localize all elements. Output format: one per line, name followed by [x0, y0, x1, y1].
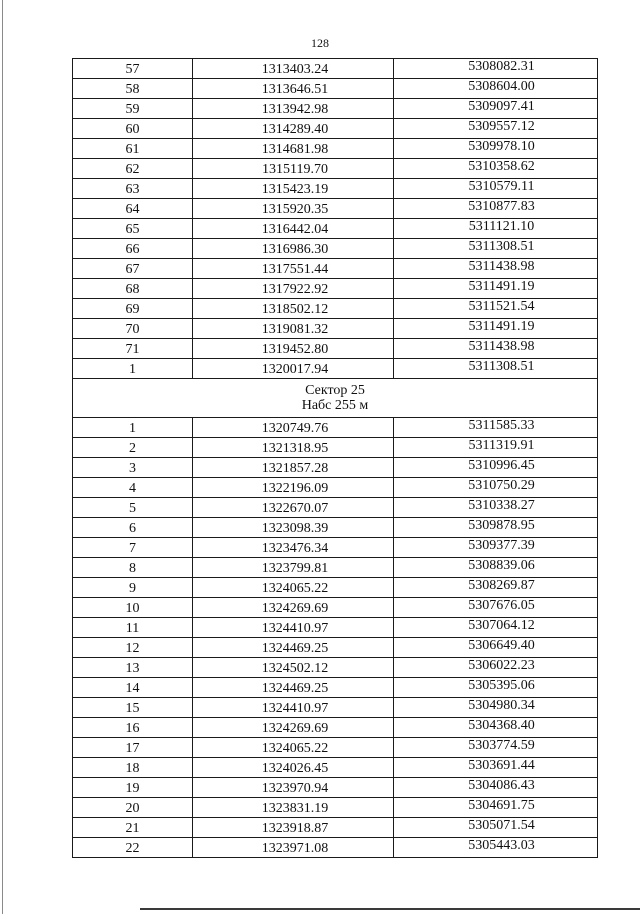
y-coordinate-cell	[394, 458, 598, 478]
y-coordinate-cell	[394, 538, 598, 558]
table-row	[73, 598, 598, 618]
table-row	[73, 199, 598, 219]
x-coordinate-cell	[193, 159, 394, 179]
point-number-cell	[73, 678, 193, 698]
y-coordinate-cell	[394, 319, 598, 339]
x-coordinate-cell	[193, 299, 394, 319]
point-number-cell	[73, 239, 193, 259]
y-coordinate-cell	[394, 299, 598, 319]
point-number-cell	[73, 718, 193, 738]
table-row	[73, 139, 598, 159]
y-coordinate-cell	[394, 718, 598, 738]
point-number-text: 21	[125, 821, 140, 836]
x-coordinate-text: 1314681.98	[261, 142, 329, 157]
table-row	[73, 359, 598, 379]
x-coordinate-cell	[193, 219, 394, 239]
x-coordinate-cell	[193, 558, 394, 578]
y-coordinate-text: 5310358.62	[468, 159, 535, 174]
y-coordinate-text: 5308839.06	[468, 558, 535, 573]
y-coordinate-text: 5308604.00	[468, 79, 535, 94]
x-coordinate-text: 1324269.69	[261, 601, 329, 616]
y-coordinate-text: 5309978.10	[468, 139, 535, 154]
y-coordinate-cell	[394, 518, 598, 538]
page-frame-left	[2, 0, 3, 914]
point-number-cell	[73, 618, 193, 638]
x-coordinate-cell	[193, 458, 394, 478]
x-coordinate-text: 1323918.87	[261, 821, 329, 836]
y-coordinate-cell	[394, 798, 598, 818]
x-coordinate-text: 1324469.25	[261, 681, 329, 696]
y-coordinate-cell	[394, 418, 598, 438]
table-row	[73, 718, 598, 738]
y-coordinate-cell	[394, 558, 598, 578]
y-coordinate-cell	[394, 578, 598, 598]
table-row	[73, 458, 598, 478]
point-number-text: 16	[125, 721, 140, 736]
point-number-text: 69	[125, 302, 140, 317]
point-number-text: 62	[125, 162, 140, 177]
point-number-cell	[73, 438, 193, 458]
point-number-cell	[73, 558, 193, 578]
table-row	[73, 558, 598, 578]
x-coordinate-text: 1314289.40	[261, 122, 329, 137]
x-coordinate-text: 1323970.94	[261, 781, 329, 796]
table-row	[73, 478, 598, 498]
y-coordinate-cell	[394, 239, 598, 259]
y-coordinate-text: 5307676.05	[468, 598, 535, 613]
point-number-cell	[73, 698, 193, 718]
section-header-row	[73, 379, 598, 418]
x-coordinate-cell	[193, 778, 394, 798]
point-number-text: 13	[125, 661, 140, 676]
point-number-text: 5	[129, 501, 136, 516]
point-number-cell	[73, 59, 193, 79]
x-coordinate-cell	[193, 478, 394, 498]
y-coordinate-cell	[394, 618, 598, 638]
y-coordinate-text: 5309097.41	[468, 99, 535, 114]
y-coordinate-text: 5306022.23	[468, 658, 535, 673]
x-coordinate-cell	[193, 518, 394, 538]
table-row	[73, 538, 598, 558]
point-number-text: 17	[125, 741, 140, 756]
x-coordinate-text: 1318502.12	[261, 302, 329, 317]
point-number-cell	[73, 119, 193, 139]
x-coordinate-cell	[193, 538, 394, 558]
point-number-text: 60	[125, 122, 140, 137]
point-number-cell	[73, 798, 193, 818]
y-coordinate-text: 5309377.39	[468, 538, 535, 553]
y-coordinate-text: 5310996.45	[468, 458, 535, 473]
x-coordinate-text: 1323799.81	[261, 561, 329, 576]
point-number-cell	[73, 359, 193, 379]
point-number-cell	[73, 219, 193, 239]
x-coordinate-text: 1319081.32	[261, 322, 329, 337]
point-number-text: 6	[129, 521, 136, 536]
page-frame-bottom	[140, 908, 640, 910]
x-coordinate-cell	[193, 838, 394, 858]
y-coordinate-cell	[394, 778, 598, 798]
x-coordinate-text: 1321857.28	[261, 461, 329, 476]
y-coordinate-text: 5303774.59	[468, 738, 535, 753]
point-number-cell	[73, 638, 193, 658]
x-coordinate-text: 1324065.22	[261, 741, 329, 756]
x-coordinate-cell	[193, 618, 394, 638]
point-number-cell	[73, 498, 193, 518]
x-coordinate-text: 1317922.92	[261, 282, 329, 297]
y-coordinate-cell	[394, 738, 598, 758]
y-coordinate-cell	[394, 79, 598, 99]
point-number-text: 22	[125, 841, 140, 856]
table-row	[73, 578, 598, 598]
point-number-text: 59	[125, 102, 140, 117]
y-coordinate-cell	[394, 498, 598, 518]
point-number-cell	[73, 578, 193, 598]
x-coordinate-cell	[193, 658, 394, 678]
y-coordinate-text: 5311491.19	[468, 319, 535, 334]
x-coordinate-cell	[193, 339, 394, 359]
x-coordinate-text: 1316986.30	[261, 242, 329, 257]
y-coordinate-text: 5310579.11	[468, 179, 535, 194]
point-number-text: 1	[129, 421, 136, 436]
x-coordinate-cell	[193, 638, 394, 658]
point-number-text: 10	[125, 601, 140, 616]
table-row	[73, 638, 598, 658]
y-coordinate-cell	[394, 838, 598, 858]
x-coordinate-cell	[193, 798, 394, 818]
x-coordinate-cell	[193, 598, 394, 618]
point-number-cell	[73, 658, 193, 678]
point-number-text: 3	[129, 461, 136, 476]
x-coordinate-text: 1322670.07	[261, 501, 329, 516]
y-coordinate-text: 5305443.03	[468, 838, 535, 853]
table-row	[73, 818, 598, 838]
y-coordinate-cell	[394, 279, 598, 299]
table-row	[73, 119, 598, 139]
x-coordinate-cell	[193, 418, 394, 438]
y-coordinate-text: 5311585.33	[468, 418, 535, 433]
x-coordinate-text: 1324410.97	[261, 701, 329, 716]
point-number-cell	[73, 538, 193, 558]
y-coordinate-cell	[394, 598, 598, 618]
point-number-text: 71	[125, 342, 140, 357]
table-row	[73, 418, 598, 438]
x-coordinate-text: 1323971.08	[261, 841, 329, 856]
x-coordinate-cell	[193, 199, 394, 219]
table-row	[73, 738, 598, 758]
point-number-text: 66	[125, 242, 140, 257]
x-coordinate-cell	[193, 678, 394, 698]
point-number-text: 18	[125, 761, 140, 776]
section-header-body	[73, 379, 598, 418]
point-number-cell	[73, 319, 193, 339]
table-row	[73, 678, 598, 698]
page-number: 128	[311, 36, 329, 50]
x-coordinate-text: 1316442.04	[261, 222, 329, 237]
y-coordinate-text: 5305071.54	[468, 818, 535, 833]
table-row	[73, 279, 598, 299]
x-coordinate-cell	[193, 279, 394, 299]
y-coordinate-text: 5310877.83	[468, 199, 535, 214]
y-coordinate-text: 5311491.19	[468, 279, 535, 294]
point-number-cell	[73, 139, 193, 159]
x-coordinate-text: 1323831.19	[261, 801, 329, 816]
x-coordinate-text: 1319452.80	[261, 342, 329, 357]
section-header-cell	[73, 379, 598, 418]
y-coordinate-text: 5308269.87	[468, 578, 535, 593]
y-coordinate-text: 5307064.12	[468, 618, 535, 633]
table-row	[73, 299, 598, 319]
point-number-cell	[73, 299, 193, 319]
section-subtitle: Набс 255 м	[301, 398, 369, 413]
point-number-text: 9	[129, 581, 136, 596]
y-coordinate-cell	[394, 159, 598, 179]
point-number-cell	[73, 598, 193, 618]
point-number-text: 15	[125, 701, 140, 716]
y-coordinate-text: 5305395.06	[468, 678, 535, 693]
table-row	[73, 658, 598, 678]
point-number-text: 4	[129, 481, 136, 496]
point-number-cell	[73, 179, 193, 199]
point-number-cell	[73, 838, 193, 858]
x-coordinate-cell	[193, 259, 394, 279]
point-number-cell	[73, 159, 193, 179]
x-coordinate-cell	[193, 438, 394, 458]
y-coordinate-cell	[394, 438, 598, 458]
point-number-text: 57	[125, 62, 140, 77]
y-coordinate-cell	[394, 339, 598, 359]
y-coordinate-cell	[394, 199, 598, 219]
point-number-text: 70	[125, 322, 140, 337]
table-body-before	[73, 59, 598, 379]
table-row	[73, 59, 598, 79]
point-number-text: 67	[125, 262, 140, 277]
point-number-text: 12	[125, 641, 140, 656]
x-coordinate-text: 1324269.69	[261, 721, 329, 736]
table-row	[73, 219, 598, 239]
y-coordinate-text: 5311438.98	[468, 259, 535, 274]
x-coordinate-cell	[193, 818, 394, 838]
point-number-text: 11	[125, 621, 140, 636]
x-coordinate-cell	[193, 738, 394, 758]
y-coordinate-cell	[394, 698, 598, 718]
x-coordinate-text: 1315920.35	[261, 202, 329, 217]
y-coordinate-text: 5304368.40	[468, 718, 535, 733]
x-coordinate-cell	[193, 718, 394, 738]
y-coordinate-text: 5311308.51	[468, 239, 535, 254]
y-coordinate-cell	[394, 179, 598, 199]
y-coordinate-text: 5309878.95	[468, 518, 535, 533]
y-coordinate-cell	[394, 59, 598, 79]
x-coordinate-cell	[193, 498, 394, 518]
y-coordinate-text: 5311521.54	[468, 299, 535, 314]
x-coordinate-text: 1313942.98	[261, 102, 329, 117]
y-coordinate-text: 5304980.34	[468, 698, 535, 713]
point-number-cell	[73, 778, 193, 798]
table-row	[73, 838, 598, 858]
point-number-cell	[73, 418, 193, 438]
table-row	[73, 159, 598, 179]
table-row	[73, 798, 598, 818]
x-coordinate-cell	[193, 59, 394, 79]
x-coordinate-cell	[193, 99, 394, 119]
point-number-cell	[73, 738, 193, 758]
x-coordinate-text: 1324026.45	[261, 761, 329, 776]
point-number-text: 1	[129, 362, 136, 377]
y-coordinate-text: 5311438.98	[468, 339, 535, 354]
y-coordinate-text: 5304691.75	[468, 798, 535, 813]
y-coordinate-cell	[394, 758, 598, 778]
point-number-cell	[73, 458, 193, 478]
table-row	[73, 758, 598, 778]
point-number-cell	[73, 99, 193, 119]
point-number-cell	[73, 818, 193, 838]
point-number-text: 20	[125, 801, 140, 816]
point-number-cell	[73, 478, 193, 498]
x-coordinate-cell	[193, 179, 394, 199]
point-number-cell	[73, 279, 193, 299]
y-coordinate-text: 5311319.91	[468, 438, 535, 453]
x-coordinate-text: 1313403.24	[261, 62, 329, 77]
x-coordinate-cell	[193, 319, 394, 339]
y-coordinate-text: 5303691.44	[468, 758, 535, 773]
x-coordinate-cell	[193, 79, 394, 99]
x-coordinate-cell	[193, 119, 394, 139]
point-number-text: 68	[125, 282, 140, 297]
y-coordinate-text: 5309557.12	[468, 119, 535, 134]
x-coordinate-text: 1324502.12	[261, 661, 329, 676]
x-coordinate-cell	[193, 359, 394, 379]
coordinates-table	[72, 58, 598, 858]
table-row	[73, 618, 598, 638]
point-number-text: 19	[125, 781, 140, 796]
point-number-cell	[73, 199, 193, 219]
point-number-cell	[73, 339, 193, 359]
y-coordinate-cell	[394, 359, 598, 379]
y-coordinate-cell	[394, 99, 598, 119]
point-number-text: 58	[125, 82, 140, 97]
x-coordinate-cell	[193, 578, 394, 598]
y-coordinate-cell	[394, 638, 598, 658]
point-number-text: 65	[125, 222, 140, 237]
y-coordinate-cell	[394, 818, 598, 838]
x-coordinate-text: 1320017.94	[261, 362, 329, 377]
y-coordinate-cell	[394, 259, 598, 279]
table-row	[73, 438, 598, 458]
point-number-text: 63	[125, 182, 140, 197]
y-coordinate-cell	[394, 678, 598, 698]
y-coordinate-text: 5308082.31	[468, 59, 535, 74]
table-row	[73, 339, 598, 359]
point-number-text: 64	[125, 202, 140, 217]
x-coordinate-text: 1315119.70	[262, 162, 328, 177]
point-number-text: 61	[125, 142, 140, 157]
y-coordinate-cell	[394, 478, 598, 498]
y-coordinate-text: 5306649.40	[468, 638, 535, 653]
table-row	[73, 99, 598, 119]
y-coordinate-text: 5304086.43	[468, 778, 535, 793]
y-coordinate-text: 5311308.51	[468, 359, 535, 374]
table-row	[73, 778, 598, 798]
point-number-cell	[73, 259, 193, 279]
x-coordinate-text: 1313646.51	[261, 82, 329, 97]
x-coordinate-text: 1317551.44	[261, 262, 329, 277]
x-coordinate-cell	[193, 758, 394, 778]
x-coordinate-cell	[193, 139, 394, 159]
section-title: Сектор 25	[305, 383, 365, 398]
y-coordinate-cell	[394, 119, 598, 139]
point-number-cell	[73, 518, 193, 538]
y-coordinate-text: 5310750.29	[468, 478, 535, 493]
y-coordinate-cell	[394, 658, 598, 678]
x-coordinate-text: 1322196.09	[261, 481, 329, 496]
x-coordinate-text: 1324065.22	[261, 581, 329, 596]
x-coordinate-text: 1323476.34	[261, 541, 329, 556]
table-row	[73, 259, 598, 279]
table-row	[73, 319, 598, 339]
point-number-cell	[73, 79, 193, 99]
y-coordinate-cell	[394, 219, 598, 239]
table-body-after	[73, 418, 598, 858]
point-number-cell	[73, 758, 193, 778]
x-coordinate-text: 1324410.97	[261, 621, 329, 636]
point-number-text: 14	[125, 681, 140, 696]
table-row	[73, 498, 598, 518]
y-coordinate-text: 5310338.27	[468, 498, 535, 513]
table-row	[73, 79, 598, 99]
x-coordinate-text: 1324469.25	[261, 641, 329, 656]
point-number-text: 2	[129, 441, 136, 456]
y-coordinate-text: 5311121.10	[468, 219, 535, 234]
point-number-text: 7	[129, 541, 136, 556]
table-row	[73, 698, 598, 718]
x-coordinate-cell	[193, 698, 394, 718]
x-coordinate-text: 1315423.19	[261, 182, 329, 197]
point-number-text: 8	[129, 561, 136, 576]
table-row	[73, 239, 598, 259]
table-row	[73, 179, 598, 199]
x-coordinate-cell	[193, 239, 394, 259]
x-coordinate-text: 1321318.95	[261, 441, 329, 456]
y-coordinate-cell	[394, 139, 598, 159]
table-row	[73, 518, 598, 538]
x-coordinate-text: 1323098.39	[261, 521, 329, 536]
x-coordinate-text: 1320749.76	[261, 421, 329, 436]
